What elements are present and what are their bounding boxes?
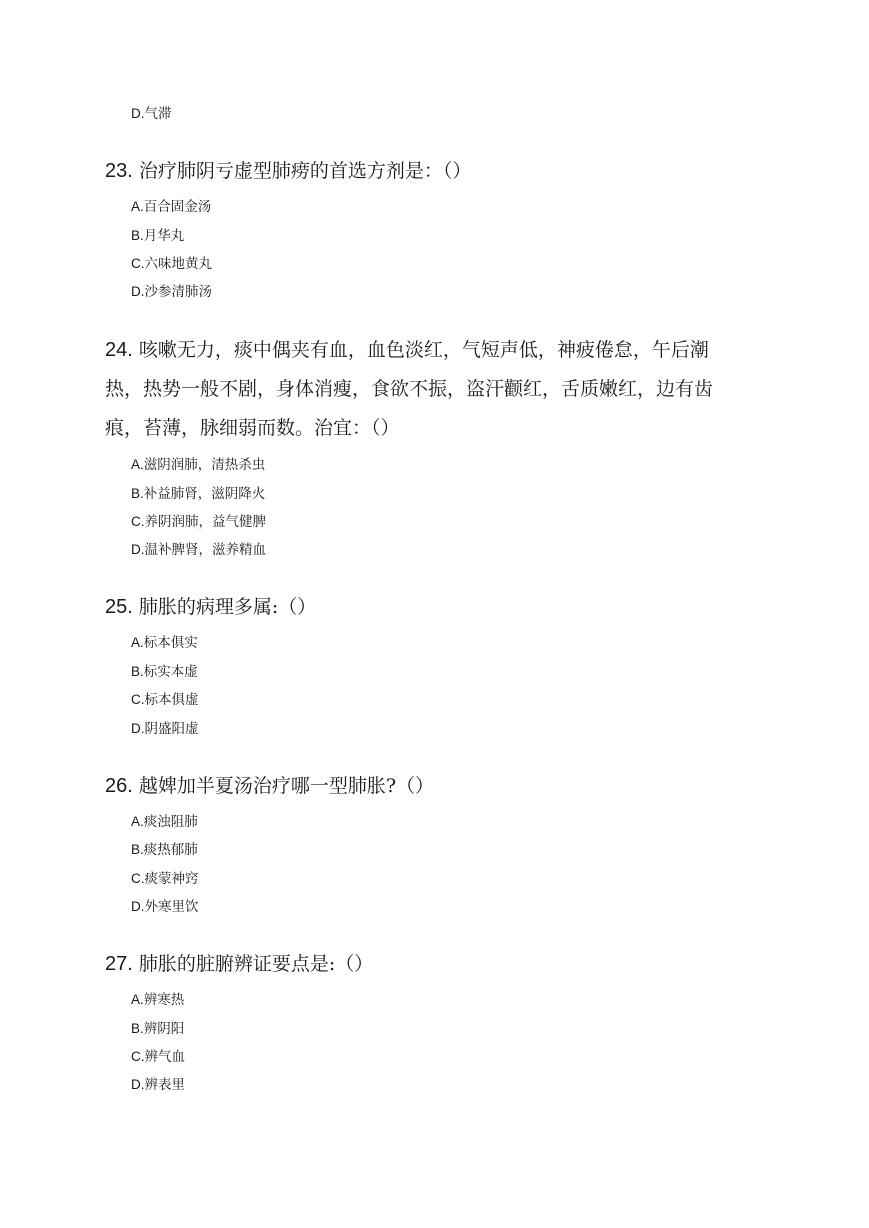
option-letter: A. bbox=[131, 635, 144, 650]
option-text: 滋阴润肺，清热杀虫 bbox=[143, 457, 266, 473]
option-26-d bbox=[131, 898, 199, 916]
option-letter: C. bbox=[131, 692, 145, 707]
option-26-a bbox=[131, 813, 198, 831]
option-text: 辨阴阳 bbox=[143, 1021, 185, 1037]
question-27 bbox=[105, 953, 373, 975]
option-text: 标本俱虚 bbox=[144, 692, 199, 708]
option-prev-d bbox=[131, 105, 172, 123]
option-letter: D. bbox=[131, 284, 145, 299]
question-24-line-1 bbox=[105, 339, 709, 361]
option-25-d bbox=[131, 720, 199, 738]
option-text: 养阴润肺，益气健脾 bbox=[144, 514, 266, 530]
option-letter: B. bbox=[131, 1021, 144, 1036]
option-24-d bbox=[131, 541, 266, 559]
question-text: 痕，苔薄，脉细弱而数。治宜：（） bbox=[105, 417, 400, 439]
option-23-b bbox=[131, 227, 184, 245]
question-number: 27. bbox=[105, 953, 133, 975]
option-26-b bbox=[131, 841, 198, 859]
option-text: 补益肺肾，滋阴降火 bbox=[143, 486, 266, 502]
option-text: 辨表里 bbox=[144, 1077, 185, 1093]
option-25-c bbox=[131, 691, 199, 709]
option-letter: D. bbox=[131, 542, 145, 557]
option-text: 气滞 bbox=[144, 106, 172, 122]
option-letter: D. bbox=[131, 106, 145, 121]
option-letter: B. bbox=[131, 664, 144, 679]
question-text: 肺胀的病理多属:（） bbox=[132, 596, 317, 618]
option-letter: B. bbox=[131, 228, 144, 243]
option-27-b bbox=[131, 1020, 184, 1038]
option-letter: C. bbox=[131, 1049, 145, 1064]
question-24-line-3 bbox=[105, 417, 400, 439]
question-text: 咳嗽无力，痰中偶夹有血，血色淡红，气短声低，神疲倦怠，午后潮 bbox=[132, 339, 709, 361]
option-text: 标实本虚 bbox=[143, 664, 198, 680]
question-25 bbox=[105, 596, 316, 618]
question-number: 23. bbox=[105, 160, 133, 182]
option-25-b bbox=[131, 663, 198, 681]
option-letter: A. bbox=[131, 814, 144, 829]
question-text: 越婢加半夏汤治疗哪一型肺胀?（） bbox=[132, 775, 435, 797]
question-23 bbox=[105, 160, 471, 182]
option-24-c bbox=[131, 513, 266, 531]
option-letter: D. bbox=[131, 899, 145, 914]
question-text: 热，热势一般不剧，身体消瘦，食欲不振，盗汗颧红，舌质嫩红，边有齿 bbox=[105, 378, 714, 400]
option-23-c bbox=[131, 255, 212, 273]
option-letter: A. bbox=[131, 457, 144, 472]
option-text: 辨寒热 bbox=[143, 992, 185, 1008]
option-letter: D. bbox=[131, 721, 145, 736]
option-letter: A. bbox=[131, 199, 144, 214]
option-text: 阴盛阳虚 bbox=[144, 721, 199, 737]
option-27-d bbox=[131, 1076, 185, 1094]
option-letter: B. bbox=[131, 842, 144, 857]
option-27-c bbox=[131, 1048, 185, 1066]
option-23-d bbox=[131, 283, 212, 301]
question-text: 治疗肺阴亏虚型肺痨的首选方剂是：（） bbox=[132, 160, 472, 182]
option-text: 六味地黄丸 bbox=[144, 256, 212, 272]
option-letter: B. bbox=[131, 486, 144, 501]
option-letter: C. bbox=[131, 514, 145, 529]
option-text: 外寒里饮 bbox=[144, 899, 199, 915]
question-number: 25. bbox=[105, 596, 133, 618]
option-text: 月华丸 bbox=[143, 228, 185, 244]
option-26-c bbox=[131, 870, 199, 888]
option-text: 辨气血 bbox=[144, 1049, 185, 1065]
question-number: 26. bbox=[105, 775, 133, 797]
option-text: 痰蒙神窍 bbox=[144, 871, 199, 887]
option-25-a bbox=[131, 634, 198, 652]
question-text: 肺胀的脏腑辨证要点是:（） bbox=[132, 953, 374, 975]
question-number: 24. bbox=[105, 339, 133, 361]
option-text: 沙参清肺汤 bbox=[144, 284, 212, 300]
option-24-a bbox=[131, 456, 265, 474]
question-26 bbox=[105, 775, 434, 797]
option-letter: C. bbox=[131, 871, 145, 886]
option-text: 痰热郁肺 bbox=[143, 842, 198, 858]
option-letter: A. bbox=[131, 992, 144, 1007]
option-letter: D. bbox=[131, 1077, 145, 1092]
option-text: 痰浊阻肺 bbox=[143, 814, 198, 830]
option-27-a bbox=[131, 991, 184, 1009]
option-23-a bbox=[131, 198, 211, 216]
option-text: 温补脾肾，滋养精血 bbox=[144, 542, 266, 558]
question-24-line-2 bbox=[105, 378, 713, 400]
option-24-b bbox=[131, 485, 265, 503]
option-text: 标本俱实 bbox=[143, 635, 198, 651]
option-letter: C. bbox=[131, 256, 145, 271]
option-text: 百合固金汤 bbox=[143, 199, 212, 215]
